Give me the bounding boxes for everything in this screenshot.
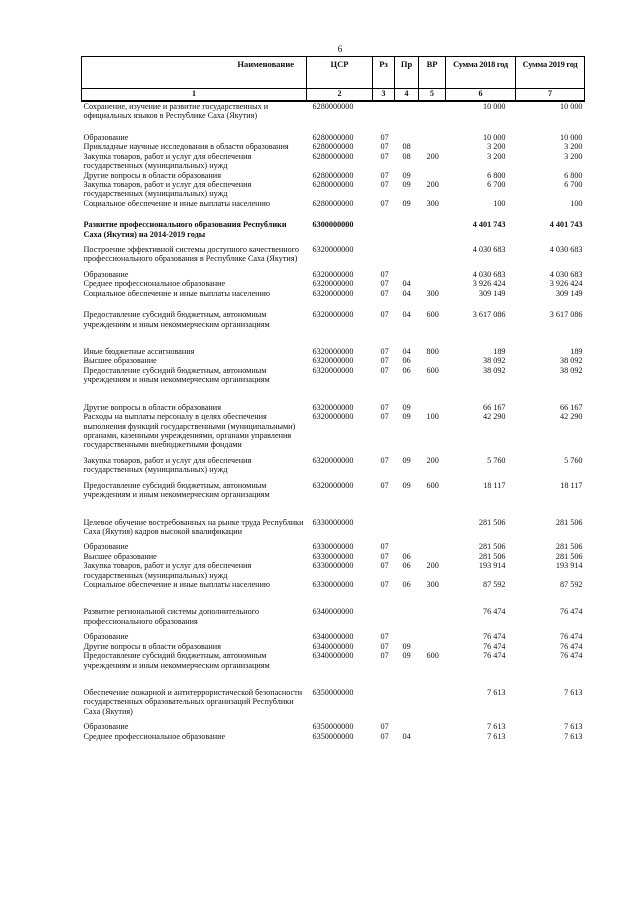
row-rz: 07	[380, 347, 389, 357]
row-pr	[395, 101, 419, 121]
row-sum-2019: 7 613	[564, 731, 583, 741]
row-vr	[419, 133, 446, 142]
row-sum-2019: 3 617 086	[549, 310, 583, 320]
row-spacer-cell	[82, 121, 585, 133]
row-csr: 6340000000	[312, 632, 354, 642]
row-sum-2018: 7 613	[487, 722, 506, 732]
row-vr: 200	[426, 455, 439, 465]
row-sum-2018: 10 000	[482, 102, 506, 111]
row-vr: 100	[426, 412, 439, 422]
row-sum-2018: 42 290	[482, 412, 506, 422]
row-sum-2019: 4 401 743	[549, 220, 583, 230]
row-name: Образование	[83, 269, 129, 279]
row-csr: 6350000000	[312, 731, 354, 741]
row-vr: 800	[426, 347, 439, 357]
row-name: Предоставление субсидий бюджетным, автономным учреждениям и иным некоммерческим организациям	[83, 310, 270, 329]
table-row	[82, 732, 585, 741]
table-row	[82, 518, 585, 537]
header-pr: Пр	[395, 57, 419, 89]
row-rz: 07	[380, 412, 389, 422]
row-spacer	[82, 500, 585, 518]
row-spacer	[82, 121, 585, 133]
row-sum-2019: 42 290	[559, 412, 583, 422]
row-rz	[373, 518, 395, 537]
row-csr: 6330000000	[312, 561, 354, 571]
row-vr	[419, 642, 446, 651]
row-sum-2019: 5 760	[564, 455, 583, 465]
row-sum-2018: 3 200	[487, 142, 506, 152]
row-name: Другие вопросы в области образования	[83, 170, 221, 180]
row-csr: 6280000000	[312, 132, 354, 142]
row-vr	[419, 722, 446, 731]
row-spacer	[82, 329, 585, 347]
table-row	[82, 245, 585, 264]
row-sum-2018: 3 926 424	[472, 279, 506, 289]
table-row	[82, 199, 585, 208]
row-spacer-cell	[82, 589, 585, 607]
column-number: 2	[307, 89, 373, 102]
row-rz: 07	[380, 542, 389, 552]
row-csr: 6280000000	[312, 170, 354, 180]
row-sum-2018: 38 092	[482, 356, 506, 366]
row-spacer-cell	[82, 298, 585, 310]
row-vr	[419, 245, 446, 264]
table-row	[82, 279, 585, 288]
row-sum-2019: 76 474	[559, 607, 583, 617]
row-spacer-cell	[82, 329, 585, 347]
row-csr: 6320000000	[312, 310, 354, 320]
row-csr: 6280000000	[312, 151, 354, 161]
row-pr: 09	[402, 170, 411, 180]
row-sum-2018: 189	[493, 347, 506, 357]
row-rz: 07	[380, 288, 389, 298]
row-vr: 300	[426, 580, 439, 590]
row-csr: 6320000000	[312, 269, 354, 279]
row-pr: 08	[402, 151, 411, 161]
row-csr: 6320000000	[312, 347, 354, 357]
row-sum-2019: 189	[570, 347, 583, 357]
row-rz: 07	[380, 356, 389, 366]
row-sum-2018: 193 914	[478, 561, 506, 571]
row-rz: 07	[380, 151, 389, 161]
row-sum-2018: 281 506	[478, 551, 506, 561]
row-pr: 09	[402, 480, 411, 490]
row-sum-2019: 76 474	[559, 632, 583, 642]
row-name: Высшее образование	[83, 551, 157, 561]
row-pr	[395, 270, 419, 279]
row-pr	[395, 133, 419, 142]
row-rz: 07	[380, 132, 389, 142]
row-pr: 09	[402, 179, 411, 189]
row-pr	[395, 632, 419, 641]
row-sum-2019: 66 167	[559, 402, 583, 412]
table-row	[82, 142, 585, 151]
table-row	[82, 101, 585, 121]
row-rz: 07	[380, 170, 389, 180]
row-vr	[419, 220, 446, 239]
row-spacer	[82, 589, 585, 607]
row-sum-2019: 10 000	[559, 102, 583, 111]
row-sum-2019: 18 117	[560, 480, 583, 490]
table-row	[82, 542, 585, 551]
row-name: Среднее профессиональное образование	[83, 731, 226, 741]
row-sum-2019: 4 030 683	[549, 269, 583, 279]
row-spacer-cell	[82, 500, 585, 518]
row-sum-2019: 6 700	[564, 179, 583, 189]
table-row	[82, 580, 585, 589]
row-sum-2018: 38 092	[482, 365, 506, 375]
row-csr: 6280000000	[312, 198, 354, 208]
table-row	[82, 456, 585, 475]
row-pr: 06	[402, 580, 411, 590]
row-name: Прикладные научные исследования в области образования	[83, 142, 289, 152]
row-csr: 6320000000	[312, 402, 354, 412]
row-csr: 6280000000	[312, 142, 354, 152]
row-sum-2019: 4 030 683	[549, 245, 583, 255]
row-vr: 200	[426, 179, 439, 189]
table-row	[82, 403, 585, 412]
row-pr	[395, 542, 419, 551]
table-row	[82, 561, 585, 580]
row-rz: 07	[380, 731, 389, 741]
row-csr: 6330000000	[312, 542, 354, 552]
row-rz: 07	[380, 651, 389, 661]
row-sum-2018: 76 474	[482, 632, 506, 642]
row-name: Другие вопросы в области образования	[83, 641, 221, 651]
row-rz: 07	[380, 269, 389, 279]
table-row	[82, 289, 585, 298]
row-csr: 6320000000	[312, 412, 354, 422]
row-sum-2018: 76 474	[482, 651, 506, 661]
table-row	[82, 481, 585, 500]
row-sum-2019: 193 914	[555, 561, 583, 571]
row-name: Закупка товаров, работ и услуг для обеспечения государственных (муниципальных) нужд	[83, 455, 252, 475]
row-pr: 04	[402, 731, 411, 741]
row-sum-2019: 7 613	[564, 722, 583, 732]
row-pr: 04	[402, 288, 411, 298]
column-number: 3	[373, 89, 395, 102]
row-csr: 6340000000	[312, 607, 354, 617]
row-csr: 6280000000	[312, 102, 354, 111]
header-csr: ЦСР	[307, 57, 373, 89]
row-pr: 06	[402, 561, 411, 571]
row-pr: 09	[402, 198, 411, 208]
row-sum-2019: 87 592	[559, 580, 583, 590]
row-name: Другие вопросы в области образования	[83, 402, 221, 412]
row-csr: 6350000000	[312, 722, 354, 732]
row-sum-2019: 281 506	[555, 517, 583, 527]
row-csr: 6320000000	[312, 288, 354, 298]
row-sum-2018: 87 592	[482, 580, 506, 590]
table-row	[82, 366, 585, 385]
row-rz: 07	[380, 551, 389, 561]
row-name: Высшее образование	[83, 356, 157, 366]
row-rz	[373, 220, 395, 239]
table-row	[82, 642, 585, 651]
row-csr: 6320000000	[312, 365, 354, 375]
row-sum-2018: 18 117	[483, 480, 506, 490]
table-row	[82, 152, 585, 171]
row-sum-2018: 5 760	[487, 455, 506, 465]
row-sum-2019: 3 200	[564, 142, 583, 152]
row-pr: 09	[402, 641, 411, 651]
row-name: Построение эффективной системы доступного качественного профессионального образования в Республике Саха (Якутия)	[83, 245, 299, 264]
header-sum-2018: Сумма 2018 год	[446, 57, 516, 89]
table-row	[82, 310, 585, 329]
row-pr: 04	[402, 279, 411, 289]
row-rz: 07	[380, 142, 389, 152]
header-vr: ВР	[419, 57, 446, 89]
table-row	[82, 632, 585, 641]
row-spacer-cell	[82, 208, 585, 220]
row-name: Предоставление субсидий бюджетным, автономным учреждениям и иным некоммерческим организациям	[83, 480, 270, 500]
row-pr	[395, 518, 419, 537]
header-rz: Рз	[373, 57, 395, 89]
row-csr: 6320000000	[312, 245, 354, 255]
row-rz	[373, 101, 395, 121]
row-sum-2018: 281 506	[478, 542, 506, 552]
row-sum-2018: 4 401 743	[472, 220, 506, 230]
row-spacer-cell	[82, 670, 585, 688]
row-sum-2019: 309 149	[555, 288, 583, 298]
row-vr	[419, 688, 446, 716]
table-row	[82, 347, 585, 356]
row-sum-2019: 281 506	[555, 551, 583, 561]
row-sum-2018: 100	[493, 198, 506, 208]
row-sum-2018: 7 613	[487, 687, 506, 697]
row-sum-2018: 7 613	[487, 731, 506, 741]
row-csr: 6350000000	[312, 687, 354, 697]
row-sum-2018: 6 700	[487, 179, 506, 189]
table-row	[82, 722, 585, 731]
row-pr: 06	[402, 551, 411, 561]
row-csr: 6330000000	[312, 551, 354, 561]
table-row	[82, 270, 585, 279]
row-name: Социальное обеспечение и иные выплаты населению	[83, 198, 270, 208]
row-rz: 07	[380, 179, 389, 189]
header-name: Наименование	[82, 57, 307, 89]
row-sum-2018: 10 000	[482, 132, 506, 142]
row-csr: 6320000000	[312, 455, 354, 465]
row-vr	[419, 552, 446, 561]
row-pr	[395, 688, 419, 716]
table-row	[82, 607, 585, 626]
row-spacer	[82, 385, 585, 403]
row-vr: 600	[426, 365, 439, 375]
row-name: Образование	[83, 722, 129, 732]
row-rz: 07	[380, 480, 389, 490]
header-sum-2019: Сумма 2019 год	[516, 57, 585, 89]
row-name: Социальное обеспечение и иные выплаты населению	[83, 580, 270, 590]
row-sum-2019: 281 506	[555, 542, 583, 552]
row-rz: 07	[380, 632, 389, 642]
row-sum-2019: 76 474	[559, 641, 583, 651]
row-csr: 6320000000	[312, 480, 354, 490]
row-sum-2019: 76 474	[559, 651, 583, 661]
row-sum-2019: 3 926 424	[549, 279, 583, 289]
column-number: 6	[446, 89, 516, 102]
row-csr: 6300000000	[312, 220, 354, 230]
row-csr: 6330000000	[312, 517, 354, 527]
table-row	[82, 412, 585, 450]
row-sum-2018: 6 800	[487, 170, 506, 180]
row-pr: 04	[402, 310, 411, 320]
table-row	[82, 171, 585, 180]
row-pr: 06	[402, 365, 411, 375]
row-pr: 04	[402, 347, 411, 357]
column-number: 5	[419, 89, 446, 102]
row-name: Социальное обеспечение и иные выплаты населению	[83, 288, 270, 298]
row-vr	[419, 171, 446, 180]
row-pr	[395, 220, 419, 239]
row-name: Сохранение, изучение и развитие государственных и официальных языков в Республике Саха (Якутия)	[83, 102, 269, 121]
row-rz: 07	[380, 561, 389, 571]
row-vr: 300	[426, 288, 439, 298]
row-sum-2018: 281 506	[478, 517, 506, 527]
table-row	[82, 552, 585, 561]
row-vr	[419, 732, 446, 741]
column-number: 7	[516, 89, 585, 102]
row-csr: 6320000000	[312, 356, 354, 366]
row-name: Образование	[83, 132, 129, 142]
row-name: Предоставление субсидий бюджетным, автономным учреждениям и иным некоммерческим организациям	[83, 365, 270, 385]
row-sum-2018: 4 030 683	[472, 269, 506, 279]
column-number: 4	[395, 89, 419, 102]
row-vr	[419, 356, 446, 365]
row-name: Закупка товаров, работ и услуг для обеспечения государственных (муниципальных) нужд	[83, 179, 252, 199]
row-vr: 600	[426, 310, 439, 320]
row-rz: 07	[380, 279, 389, 289]
table-row	[82, 180, 585, 199]
column-number: 1	[82, 89, 307, 102]
table-body	[82, 101, 585, 741]
page-number: 6	[337, 44, 343, 54]
row-csr: 6340000000	[312, 651, 354, 661]
row-vr: 300	[426, 198, 439, 208]
row-name: Закупка товаров, работ и услуг для обеспечения государственных (муниципальных) нужд	[83, 151, 252, 171]
row-vr	[419, 279, 446, 288]
row-rz: 07	[380, 722, 389, 732]
row-name: Развитие региональной системы дополнительного профессионального образования	[83, 607, 260, 626]
row-vr	[419, 542, 446, 551]
row-sum-2018: 4 030 683	[472, 245, 506, 255]
row-name: Расходы на выплаты персоналу в целях обеспечения выполнения функций государственными (муниципальными) органами, казенными учреждениями, органами управления государственными внебюджетными фондами	[83, 412, 296, 450]
row-vr	[419, 607, 446, 626]
table-row	[82, 133, 585, 142]
row-name: Целевое обучение востребованных на рынке труда Республики Саха (Якутия) кадров высокой квалификации	[83, 517, 304, 536]
row-sum-2019: 38 092	[559, 356, 583, 366]
row-pr: 09	[402, 412, 411, 422]
row-pr: 08	[402, 142, 411, 152]
row-vr: 200	[426, 151, 439, 161]
row-rz	[373, 245, 395, 264]
row-vr: 600	[426, 480, 439, 490]
table-row	[82, 220, 585, 239]
row-vr	[419, 142, 446, 151]
row-rz: 07	[380, 310, 389, 320]
row-sum-2019: 6 800	[564, 170, 583, 180]
row-sum-2018: 76 474	[482, 607, 506, 617]
row-name: Образование	[83, 632, 129, 642]
row-pr	[395, 722, 419, 731]
row-sum-2018: 309 149	[478, 288, 506, 298]
row-sum-2018: 3 200	[487, 151, 506, 161]
table-row	[82, 651, 585, 670]
row-rz: 07	[380, 198, 389, 208]
row-name: Обеспечение пожарной и антитеррористической безопасности государственных образовательных организаций Республики Саха (Якутия)	[83, 687, 303, 716]
row-rz: 07	[380, 455, 389, 465]
row-vr	[419, 270, 446, 279]
row-name: Закупка товаров, работ и услуг для обеспечения государственных (муниципальных) нужд	[83, 561, 252, 580]
row-vr	[419, 101, 446, 121]
row-vr	[419, 518, 446, 537]
row-vr: 600	[426, 651, 439, 661]
row-spacer	[82, 670, 585, 688]
row-rz: 07	[380, 641, 389, 651]
row-name: Иные бюджетные ассигнования	[83, 347, 195, 357]
row-rz: 07	[380, 365, 389, 375]
row-sum-2019: 3 200	[564, 151, 583, 161]
row-name: Образование	[83, 542, 129, 552]
row-rz: 07	[380, 580, 389, 590]
row-sum-2018: 76 474	[482, 641, 506, 651]
row-spacer	[82, 298, 585, 310]
row-vr	[419, 403, 446, 412]
row-csr: 6330000000	[312, 580, 354, 590]
row-sum-2019: 7 613	[564, 687, 583, 697]
row-pr: 09	[402, 455, 411, 465]
row-rz	[373, 607, 395, 626]
table-row	[82, 356, 585, 365]
row-sum-2019: 10 000	[559, 132, 583, 142]
row-name: Предоставление субсидий бюджетным, автономным учреждениям и иным некоммерческим организациям	[83, 651, 270, 670]
row-pr: 06	[402, 356, 411, 366]
table-header-row	[82, 57, 585, 89]
row-name: Среднее профессиональное образование	[83, 279, 226, 289]
row-csr: 6280000000	[312, 179, 354, 189]
row-rz	[373, 688, 395, 716]
column-number-row	[82, 89, 585, 102]
row-pr: 09	[402, 651, 411, 661]
row-sum-2018: 66 167	[482, 402, 506, 412]
row-name: Развитие профессионального образования Республики Саха (Якутия) на 2014-2019 годы	[83, 220, 287, 239]
row-csr: 6340000000	[312, 641, 354, 651]
row-rz: 07	[380, 402, 389, 412]
row-vr: 200	[426, 561, 439, 571]
row-pr	[395, 607, 419, 626]
row-sum-2018: 3 617 086	[472, 310, 506, 320]
row-spacer-cell	[82, 385, 585, 403]
row-spacer	[82, 208, 585, 220]
row-sum-2019: 100	[570, 198, 583, 208]
row-pr: 09	[402, 402, 411, 412]
row-sum-2019: 38 092	[559, 365, 583, 375]
table-row	[82, 688, 585, 716]
row-csr: 6320000000	[312, 279, 354, 289]
row-pr	[395, 245, 419, 264]
row-vr	[419, 632, 446, 641]
budget-table	[81, 56, 585, 741]
